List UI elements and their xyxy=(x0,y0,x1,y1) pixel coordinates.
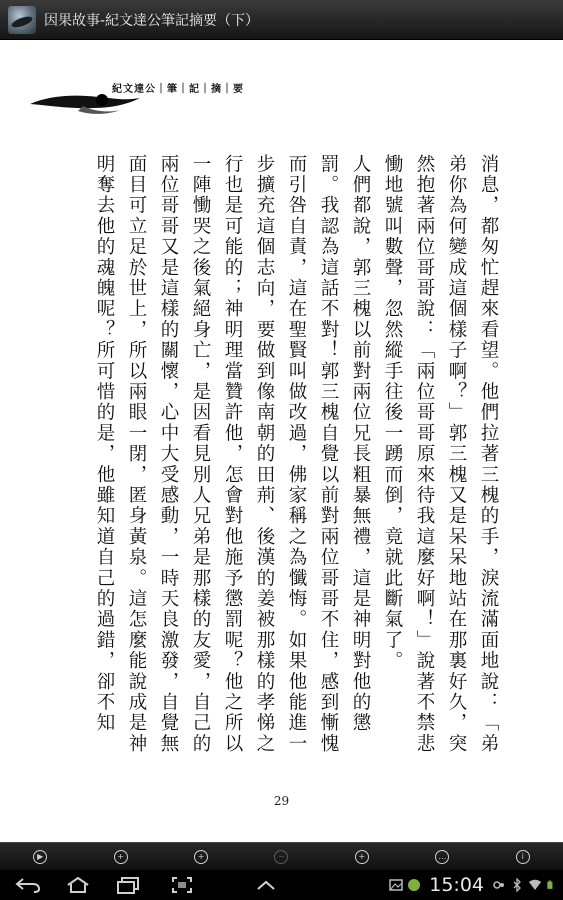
info-icon[interactable]: i xyxy=(516,850,530,864)
reader-controls xyxy=(0,842,563,871)
app-icon[interactable] xyxy=(8,6,36,34)
running-title: 紀文達公｜筆｜記｜摘｜要 xyxy=(112,84,244,95)
gallery-icon xyxy=(389,878,403,892)
menu-up-button[interactable] xyxy=(246,870,286,900)
title-bar xyxy=(0,0,563,40)
plus-icon[interactable]: + xyxy=(355,850,369,864)
recent-apps-icon xyxy=(116,876,140,894)
more-icon[interactable]: … xyxy=(435,850,449,864)
recent-apps-button[interactable] xyxy=(108,870,148,900)
back-icon xyxy=(15,877,41,893)
zoom-in-icon[interactable]: + xyxy=(114,850,128,864)
clock: 15:04 xyxy=(429,874,484,896)
wifi-icon xyxy=(528,878,542,892)
chevron-up-icon xyxy=(255,878,277,892)
page-header xyxy=(0,70,563,130)
battery-icon xyxy=(546,878,555,892)
font-larger-icon[interactable]: + xyxy=(194,850,208,864)
status-area[interactable] xyxy=(387,870,563,900)
play-icon[interactable]: ▶ xyxy=(33,850,47,864)
minus-icon[interactable]: − xyxy=(274,850,288,864)
home-icon xyxy=(65,876,91,894)
paragraph: 人們都說，郭三槐以前對兩位兄長粗暴無禮，這是神明對他的懲罰。我認為這話不對！郭三槐自覺以前對兩位哥哥不住，感到慚愧而引咎自責，這在聖賢叫做改過，佛家稱之為懺悔。如果他能進一步擴充這個志向，要做到像南朝的田荊、後漢的姜被那樣的孝悌之行也是可能的；神明理當贊許他，怎會對他施予懲罰呢？他之所以一陣慟哭之後氣絕身亡，是因看見別人兄弟是那樣的友愛，自己的兩位哥哥又是這樣的關懷，心中大受感動，一時天良激發，自覺無面目可立足於世上，所以兩眼一閉，匿身黃泉。這怎麼能說成是神明奪去他的魂魄呢？所可惜的是，他雖知道自己的過錯，卻不知 xyxy=(94,154,371,755)
system-nav-bar xyxy=(0,870,563,900)
android-icon xyxy=(407,878,421,892)
bluetooth-icon xyxy=(510,878,524,892)
screenshot-button[interactable] xyxy=(162,870,202,900)
home-button[interactable] xyxy=(58,870,98,900)
page-number: 29 xyxy=(273,794,290,808)
signal-icon xyxy=(492,878,506,892)
screenshot-icon xyxy=(171,876,193,894)
page-text xyxy=(52,154,504,774)
back-button[interactable] xyxy=(8,870,48,900)
app-title: 因果故事-紀文達公筆記摘要（下） xyxy=(44,12,260,29)
paragraph: 消息，都匆忙趕來看望。他們拉著三槐的手，淚流滿面地說：「弟弟你為何變成這個樣子啊？」郭三槐又是呆呆地站在那裏好久，突然抱著兩位哥哥說：「兩位哥哥原來待我這麼好啊！」說著不禁悲慟地號叫數聲，忽然縱手往後一踴而倒，竟就此斷氣了。 xyxy=(382,154,499,755)
